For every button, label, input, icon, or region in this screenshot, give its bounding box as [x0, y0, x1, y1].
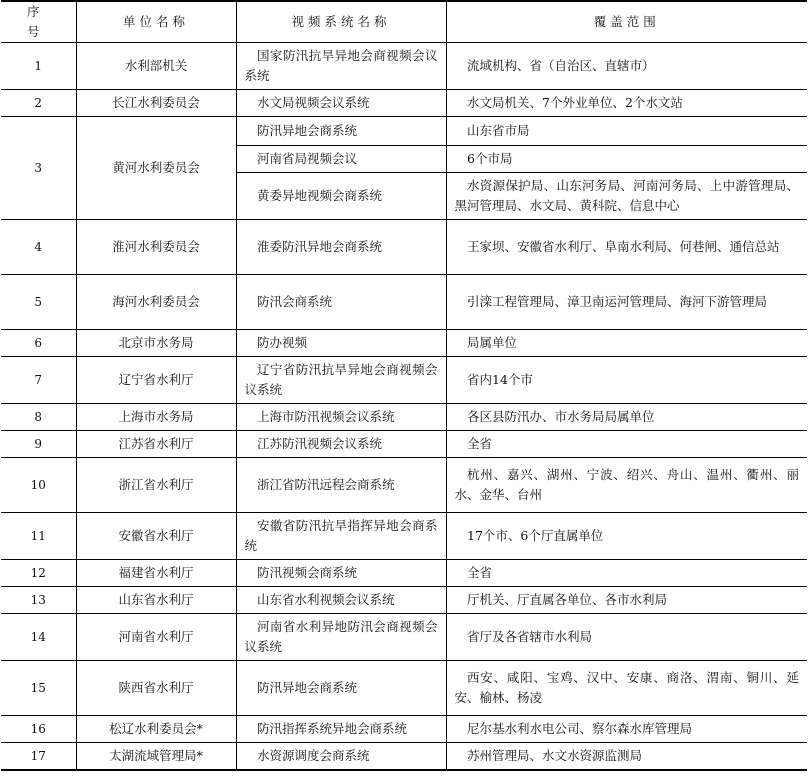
row-seq-cell: 7 — [1, 357, 76, 404]
row-system-cell: 防汛视频会商系统 — [236, 560, 446, 587]
header-seq: 序 号 — [1, 1, 76, 43]
row-seq-cell: 3 — [1, 117, 76, 220]
row-system-cell: 上海市防汛视频会议系统 — [236, 404, 446, 431]
row-system-cell: 浙江省防汛远程会商系统 — [236, 458, 446, 513]
row-system-cell: 淮委防汛异地会商系统 — [236, 220, 446, 275]
row-coverage-cell: 全省 — [446, 560, 807, 587]
row-seq-cell: 8 — [1, 404, 76, 431]
row-seq-cell: 11 — [1, 513, 76, 560]
table-row — [1, 220, 807, 275]
row-unit-cell: 陕西省水利厅 — [76, 661, 236, 716]
table-row — [1, 513, 807, 560]
row-seq-cell: 2 — [1, 90, 76, 117]
row-unit-cell: 河南省水利厅 — [76, 614, 236, 661]
table-row — [1, 357, 807, 404]
video-systems-table — [1, 0, 807, 771]
row-seq-cell: 14 — [1, 614, 76, 661]
row-coverage-cell: 杭州、嘉兴、湖州、宁波、绍兴、舟山、温州、衢州、丽水、金华、台州 — [446, 458, 807, 513]
row-system-cell: 国家防汛抗旱异地会商视频会议系统 — [236, 43, 446, 90]
row-seq-cell: 1 — [1, 43, 76, 90]
row-coverage-cell: 西安、咸阳、宝鸡、汉中、安康、商洛、渭南、铜川、延安、榆林、杨凌 — [446, 661, 807, 716]
table-row — [1, 458, 807, 513]
table-row — [1, 43, 807, 90]
row-coverage-cell: 省厅及各省辖市水利局 — [446, 614, 807, 661]
row-unit-cell: 海河水利委员会 — [76, 275, 236, 330]
row-coverage-cell: 全省 — [446, 431, 807, 458]
row-unit-cell: 浙江省水利厅 — [76, 458, 236, 513]
row-coverage-cell: 山东省市局 — [446, 117, 807, 146]
row-coverage-cell: 省内14个市 — [446, 357, 807, 404]
row-unit-cell: 松辽水利委员会* — [76, 716, 236, 743]
row-coverage-cell: 苏州管理局、水文水资源监测局 — [446, 743, 807, 771]
row-system-cell: 防办视频 — [236, 330, 446, 357]
row-seq-cell: 13 — [1, 587, 76, 614]
table-row — [1, 587, 807, 614]
row-coverage-cell: 局属单位 — [446, 330, 807, 357]
row-system-cell: 防汛指挥系统异地会商系统 — [236, 716, 446, 743]
row-coverage-cell: 引滦工程管理局、漳卫南运河管理局、海河下游管理局 — [446, 275, 807, 330]
row-coverage-cell: 尼尔基水利水电公司、察尔森水库管理局 — [446, 716, 807, 743]
row-system-cell: 辽宁省防汛抗旱异地会商视频会议系统 — [236, 357, 446, 404]
row-unit-cell: 水利部机关 — [76, 43, 236, 90]
row-system-cell: 水资源调度会商系统 — [236, 743, 446, 771]
row-coverage-cell: 水资源保护局、山东河务局、河南河务局、上中游管理局、黑河管理局、水文局、黄科院、信息中心 — [446, 173, 807, 220]
header-coverage: 覆盖范围 — [446, 1, 807, 43]
header-unit: 单位名称 — [76, 1, 236, 43]
header-system: 视频系统名称 — [236, 1, 446, 43]
row-system-cell: 江苏防汛视频会议系统 — [236, 431, 446, 458]
row-system-cell: 水文局视频会议系统 — [236, 90, 446, 117]
row-coverage-cell: 水文局机关、7个外业单位、2个水文站 — [446, 90, 807, 117]
row-unit-cell: 上海市水务局 — [76, 404, 236, 431]
table-body — [1, 43, 807, 771]
row-seq-cell: 17 — [1, 743, 76, 771]
table-row — [1, 431, 807, 458]
row-system-cell: 河南省水利异地防汛会商视频会议系统 — [236, 614, 446, 661]
row-system-cell: 防汛异地会商系统 — [236, 661, 446, 716]
row-unit-cell: 江苏省水利厅 — [76, 431, 236, 458]
table-row — [1, 117, 807, 146]
row-unit-cell: 福建省水利厅 — [76, 560, 236, 587]
row-unit-cell: 辽宁省水利厅 — [76, 357, 236, 404]
row-seq-cell: 6 — [1, 330, 76, 357]
table-header-row — [1, 1, 807, 43]
row-system-cell: 防汛会商系统 — [236, 275, 446, 330]
row-seq-cell: 10 — [1, 458, 76, 513]
row-coverage-cell: 流域机构、省（自治区、直辖市） — [446, 43, 807, 90]
row-coverage-cell: 17个市、6个厅直属单位 — [446, 513, 807, 560]
row-system-cell: 安徽省防汛抗旱指挥异地会商系统 — [236, 513, 446, 560]
row-seq-cell: 15 — [1, 661, 76, 716]
row-unit-cell: 安徽省水利厅 — [76, 513, 236, 560]
row-unit-cell: 太湖流域管理局* — [76, 743, 236, 771]
row-system-cell: 防汛异地会商系统 — [236, 117, 446, 146]
table-row — [1, 614, 807, 661]
row-unit-cell: 淮河水利委员会 — [76, 220, 236, 275]
row-seq-cell: 4 — [1, 220, 76, 275]
row-seq-cell: 12 — [1, 560, 76, 587]
table-row — [1, 743, 807, 771]
row-system-cell: 河南省局视频会议 — [236, 146, 446, 173]
table-row — [1, 560, 807, 587]
row-unit-cell: 长江水利委员会 — [76, 90, 236, 117]
table-row — [1, 716, 807, 743]
row-coverage-cell: 厅机关、厅直属各单位、各市水利局 — [446, 587, 807, 614]
row-system-cell: 山东省水利视频会议系统 — [236, 587, 446, 614]
table-row — [1, 330, 807, 357]
row-seq-cell: 5 — [1, 275, 76, 330]
row-coverage-cell: 6个市局 — [446, 146, 807, 173]
table-row — [1, 661, 807, 716]
row-unit-cell: 山东省水利厅 — [76, 587, 236, 614]
row-seq-cell: 16 — [1, 716, 76, 743]
table-row — [1, 275, 807, 330]
table-row — [1, 404, 807, 431]
row-system-cell: 黄委异地视频会商系统 — [236, 173, 446, 220]
row-coverage-cell: 王家坝、安徽省水利厅、阜南水利局、何巷闸、通信总站 — [446, 220, 807, 275]
table-row — [1, 90, 807, 117]
row-seq-cell: 9 — [1, 431, 76, 458]
row-coverage-cell: 各区县防汛办、市水务局局属单位 — [446, 404, 807, 431]
row-unit-cell: 北京市水务局 — [76, 330, 236, 357]
row-unit-cell: 黄河水利委员会 — [76, 117, 236, 220]
